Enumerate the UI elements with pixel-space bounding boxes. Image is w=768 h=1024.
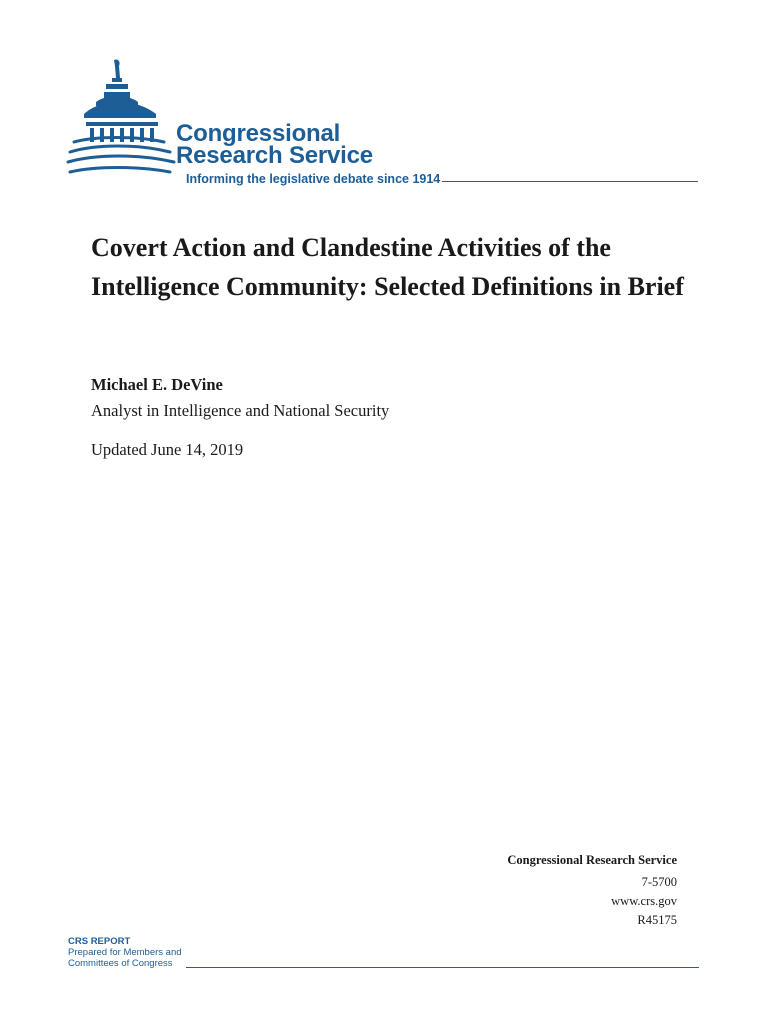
crs-logo xyxy=(66,56,706,196)
crs-report-number: R45175 xyxy=(637,913,677,927)
report-title: Covert Action and Clandestine Activities of the Intelligence Community: Selected Definitions in Brief xyxy=(91,233,684,301)
logo-name-line2: Research Service xyxy=(176,142,373,169)
crs-organization: Congressional Research Service xyxy=(507,853,677,867)
author-name: Michael E. DeVine xyxy=(91,375,223,394)
updated-date: Updated June 14, 2019 xyxy=(91,440,244,459)
logo-name-line1: Congressional xyxy=(176,120,341,147)
footer-line2: Committees of Congress xyxy=(68,958,173,969)
crs-phone: 7-5700 xyxy=(641,875,677,889)
logo-rule xyxy=(442,181,698,182)
logo-tagline: Informing the legislative debate since 1914 xyxy=(186,172,441,186)
author-title: Analyst in Intelligence and National Security xyxy=(91,401,390,420)
logo-name xyxy=(176,120,373,169)
crs-info-block xyxy=(507,851,677,930)
crs-website: www.crs.gov xyxy=(611,894,677,908)
capitol-dome-icon xyxy=(66,56,176,186)
footer-line1: Prepared for Members and xyxy=(68,947,182,958)
footer xyxy=(68,936,182,969)
footer-label: CRS REPORT xyxy=(68,936,131,947)
footer-rule xyxy=(186,967,699,968)
